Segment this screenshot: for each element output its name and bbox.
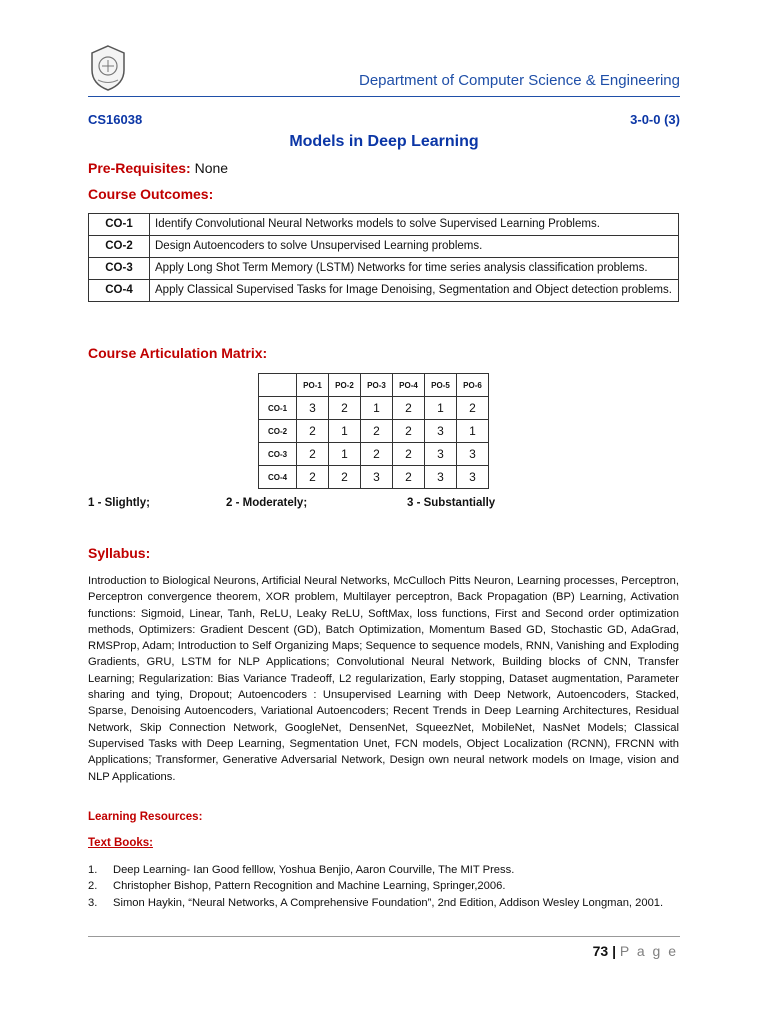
- matrix-cell: 3: [457, 443, 489, 466]
- table-row: [259, 420, 489, 443]
- syllabus-heading: Syllabus:: [88, 545, 151, 561]
- list-number: 1.: [88, 864, 98, 876]
- co-id: CO-2: [89, 236, 150, 258]
- prerequisites-label: Pre-Requisites:: [88, 160, 191, 176]
- column-header: PO-4: [393, 374, 425, 397]
- matrix-cell: 2: [361, 420, 393, 443]
- column-header: PO-6: [457, 374, 489, 397]
- list-number: 3.: [88, 896, 98, 909]
- book-text: Simon Haykin, “Neural Networks, A Comprehensive Foundation”, 2nd Edition, Addison Wesley Longman, 2001.: [113, 896, 664, 909]
- articulation-matrix-heading: Course Articulation Matrix:: [88, 345, 268, 361]
- column-header: PO-5: [425, 374, 457, 397]
- page-separator: |: [612, 943, 616, 959]
- matrix-cell: 2: [297, 443, 329, 466]
- table-row: [89, 258, 679, 280]
- matrix-cell: 1: [457, 420, 489, 443]
- matrix-cell: 2: [393, 443, 425, 466]
- corner-cell: [259, 374, 297, 397]
- column-header: PO-1: [297, 374, 329, 397]
- matrix-cell: 2: [297, 420, 329, 443]
- text-books-list: [88, 862, 679, 911]
- header-rule: [88, 96, 680, 97]
- matrix-cell: 3: [361, 466, 393, 489]
- matrix-cell: 1: [329, 420, 361, 443]
- co-id: CO-3: [89, 258, 150, 280]
- legend-moderately: 2 - Moderately;: [226, 497, 308, 509]
- table-row: [89, 214, 679, 236]
- column-header: PO-3: [361, 374, 393, 397]
- department-name: Department of Computer Science & Engineering: [358, 72, 680, 89]
- page-number: [593, 943, 678, 959]
- co-text: Apply Long Shot Term Memory (LSTM) Networks for time series analysis classification problems.: [150, 258, 679, 280]
- institute-logo: [88, 44, 128, 92]
- legend-substantially: 3 - Substantially: [407, 497, 496, 509]
- matrix-cell: 3: [425, 443, 457, 466]
- legend-slightly: 1 - Slightly;: [88, 497, 150, 509]
- learning-resources-heading: Learning Resources:: [88, 811, 203, 823]
- list-item: [88, 862, 679, 878]
- list-item: [88, 878, 679, 894]
- column-header: PO-2: [329, 374, 361, 397]
- matrix-cell: 2: [297, 466, 329, 489]
- matrix-cell: 3: [425, 420, 457, 443]
- co-id: CO-4: [89, 280, 150, 302]
- text-books-heading: Text Books:: [88, 837, 153, 849]
- table-row: [89, 280, 679, 302]
- page-number-value: 73: [592, 943, 609, 959]
- table-header-row: [259, 374, 489, 397]
- matrix-cell: 2: [457, 397, 489, 420]
- prerequisites-value: None: [194, 160, 229, 176]
- matrix-cell: 2: [329, 397, 361, 420]
- matrix-cell: 2: [393, 466, 425, 489]
- course-code: CS16038: [88, 112, 143, 127]
- row-label: CO-4: [259, 466, 297, 489]
- syllabus-text: Introduction to Biological Neurons, Artificial Neural Networks, McCulloch Pitts Neuron, Learning processes, Perceptron, Perceptron convergence theorem, XOR problem, Multilayer perceptron, Back Propagation (BP) Learning, Activation functions: Sigmoid, Linear, Tanh, ReLU, Leaky ReLU, SoftMax, loss functions, First and Second order optimization methods, Optimizers: Gradient Descent (GD), Batch Optimization, Momentum Based GD, Stochastic GD, AdaGrad, RMSProp, Adam; Introduction to Self Organizing Maps; Sequence to sequence models, RNN, Vanishing and Exploding Gradients, GRU, LSTM for NLP Applications; Convolutional Neural Network, Building blocks of CNN, Transfer Learning; Regularization: Bias Variance Tradeoff, L2 regularization, Early stopping, Dataset augmentation, Parameter sharing and tying, Dropout; Autoencoders : Unsupervised Learning with Deep Network, Autoencoders, Stacked, Sparse, Denoising Autoencoders, Variational Autoencoders; Recent Trends in Deep Learning Architectures, Residual Network, Skip Connection Network, GoogleNet, DensenNet, SqueezNet, MobileNet, NasNet Models; Classical Supervised Tasks with Deep Learning, Segmentation Unet, FCN models, Object Localization (RCNN), FRCNN with Applications; Transformer, Generative Adversarial Network, Design own neural network models on Image, vision and NLP Applications.: [88, 575, 679, 783]
- co-text: Design Autoencoders to solve Unsupervised Learning problems.: [150, 236, 679, 258]
- table-row: [89, 236, 679, 258]
- page-label: P a g e: [619, 943, 678, 959]
- matrix-cell: 3: [425, 466, 457, 489]
- matrix-cell: 1: [329, 443, 361, 466]
- row-label: CO-1: [259, 397, 297, 420]
- matrix-cell: 2: [361, 443, 393, 466]
- articulation-matrix-table: [258, 373, 489, 489]
- row-label: CO-2: [259, 420, 297, 443]
- co-text: Identify Convolutional Neural Networks models to solve Supervised Learning Problems.: [150, 214, 679, 236]
- co-id: CO-1: [89, 214, 150, 236]
- footer-rule: [88, 936, 680, 937]
- table-row: [259, 397, 489, 420]
- co-text: Apply Classical Supervised Tasks for Image Denoising, Segmentation and Object detection problems.: [150, 280, 679, 302]
- matrix-cell: 2: [329, 466, 361, 489]
- course-title: Models in Deep Learning: [289, 133, 479, 150]
- matrix-cell: 1: [425, 397, 457, 420]
- matrix-cell: 1: [361, 397, 393, 420]
- prerequisites: [88, 160, 228, 176]
- list-item: [88, 895, 679, 911]
- matrix-cell: 3: [457, 466, 489, 489]
- table-row: [259, 443, 489, 466]
- book-text: Christopher Bishop, Pattern Recognition and Machine Learning, Springer,2006.: [113, 880, 506, 893]
- matrix-cell: 3: [297, 397, 329, 420]
- table-row: [259, 466, 489, 489]
- book-text: Deep Learning- Ian Good felllow, Yoshua Benjio, Aaron Courville, The MIT Press.: [113, 864, 515, 876]
- matrix-cell: 2: [393, 420, 425, 443]
- course-outcomes-heading: Course Outcomes:: [88, 186, 214, 202]
- list-number: 2.: [88, 880, 98, 893]
- row-label: CO-3: [259, 443, 297, 466]
- matrix-cell: 2: [393, 397, 425, 420]
- course-credits: 3-0-0 (3): [630, 112, 680, 127]
- course-outcomes-table: [88, 213, 679, 302]
